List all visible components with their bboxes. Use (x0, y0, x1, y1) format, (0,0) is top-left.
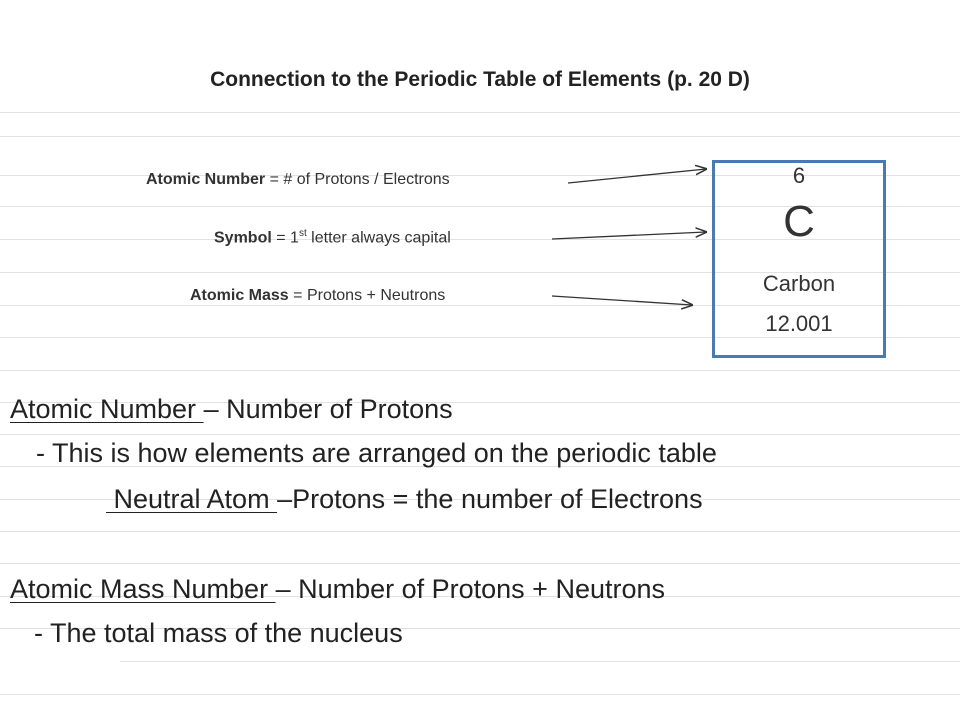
neutral-atom-definition (106, 484, 703, 515)
element-atomic-number: 6 (792, 163, 806, 188)
element-tile (712, 160, 886, 358)
symbol-sup: st (298, 228, 307, 239)
symbol-desc: letter always capital (306, 229, 451, 247)
atomic-mass-number-definition (10, 574, 665, 605)
element-name: Carbon (762, 271, 836, 296)
symbol-arrow (552, 232, 706, 239)
atomic-number-heading: Atomic Number (10, 394, 204, 424)
nucleus-mass-note: - The total mass of the nucleus (34, 618, 403, 648)
atomic-mass-arrow (552, 296, 692, 305)
atomic-number-definition (10, 394, 453, 425)
symbol-term: Symbol (214, 229, 272, 247)
atomic-mass-desc: = Protons + Neutrons (288, 287, 446, 304)
atomic-number-definition-text: – Number of Protons (203, 394, 453, 424)
atomic-mass-term: Atomic Mass (190, 287, 289, 304)
atomic-number-arrow (568, 169, 706, 183)
element-atomic-mass: 12.001 (765, 311, 833, 336)
arrangement-note: - This is how elements are arranged on the periodic table (36, 438, 717, 468)
page-title: Connection to the Periodic Table of Elements (p. 20 D) (210, 68, 750, 91)
neutral-atom-definition-text: –Protons = the number of Electrons (277, 484, 703, 514)
atomic-mass-number-heading: Atomic Mass Number (10, 574, 276, 604)
element-symbol: C (783, 197, 815, 246)
neutral-atom-heading: Neutral Atom (106, 484, 278, 514)
atomic-mass-number-definition-text: – Number of Protons + Neutrons (275, 574, 666, 604)
atomic-number-term: Atomic Number (146, 171, 266, 188)
atomic-number-desc: = # of Protons / Electrons (265, 171, 450, 188)
symbol-eq: = 1 (271, 229, 299, 247)
